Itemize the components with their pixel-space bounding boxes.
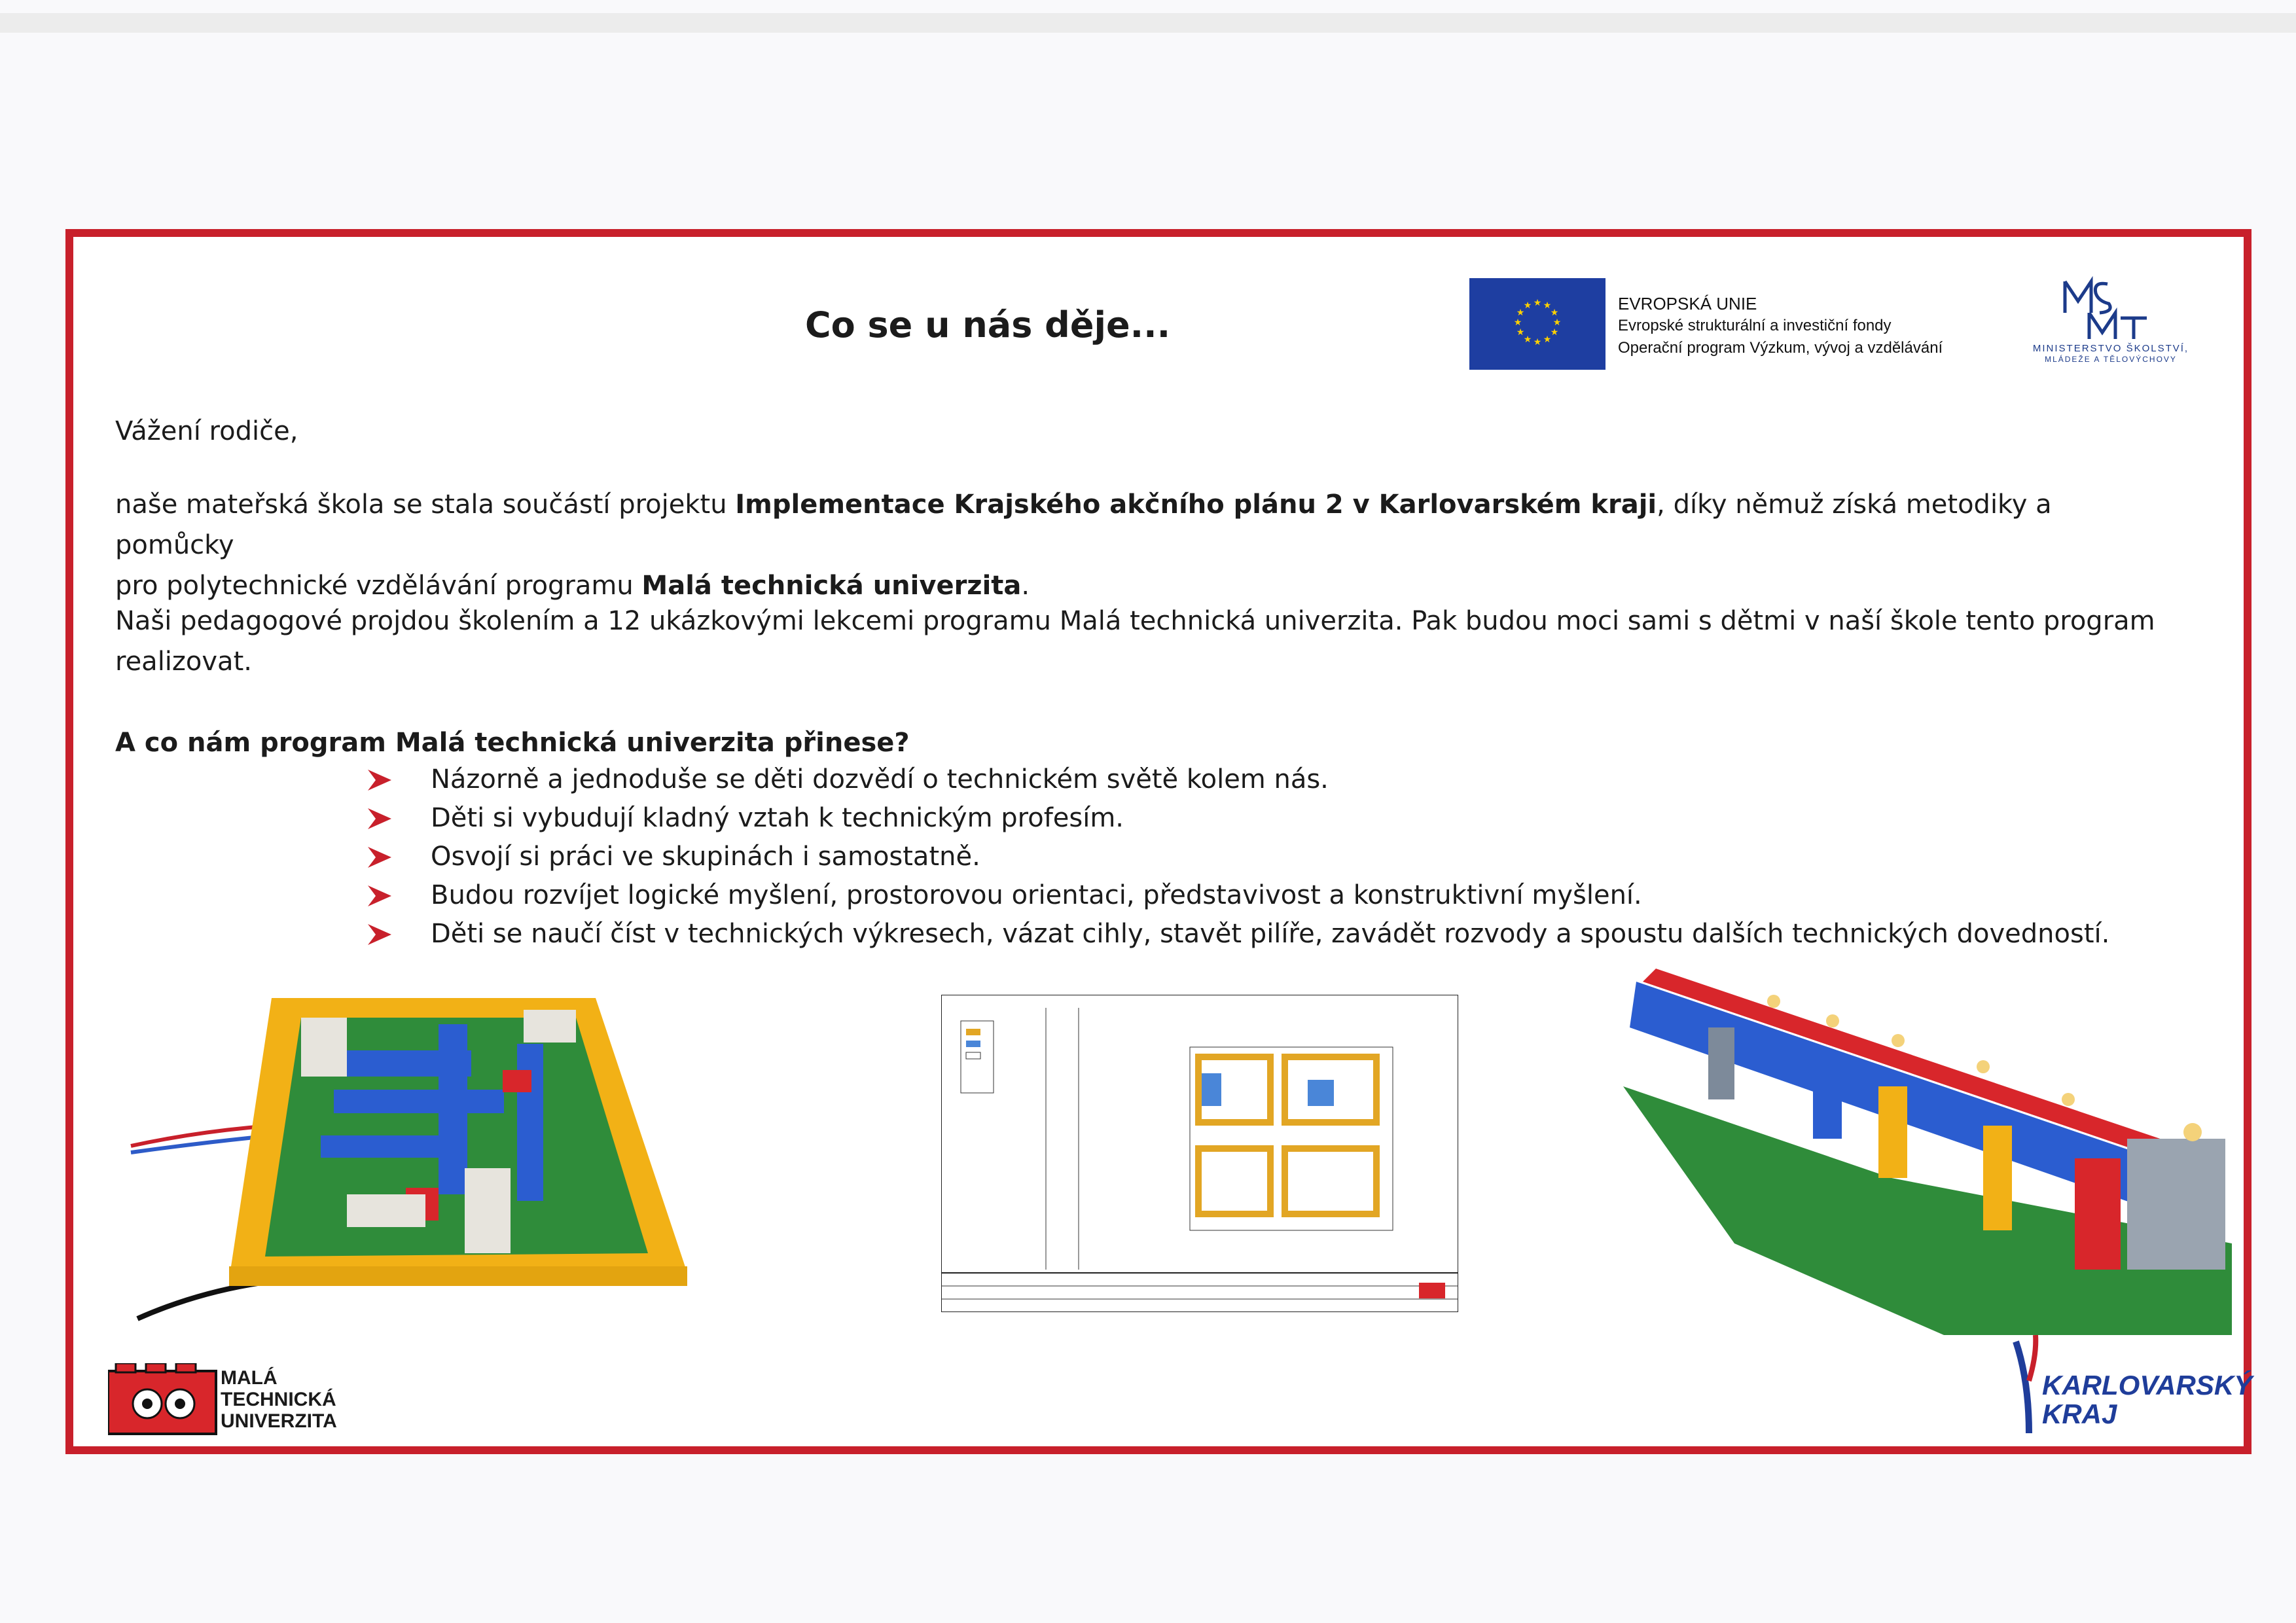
list-item (367, 876, 2109, 915)
p1-program-name: Malá technická univerzita (641, 571, 1022, 601)
mtu-logo-text (221, 1367, 337, 1432)
svg-text:★: ★ (1552, 317, 1562, 328)
svg-text:★: ★ (1543, 300, 1552, 311)
karlovarsky-kraj-text (2042, 1371, 2252, 1429)
kk-line2: KRAJ (2042, 1399, 2117, 1429)
p1-text-d: pro polytechnické vzdělávání programu (115, 571, 642, 601)
scan-edge (0, 13, 2296, 33)
paragraph-training: Naši pedagogové projdou školením a 12 ukázkovými lekcemi programu Malá technická univerzita. Pak budou moci sami s dětmi v naší škole tento program realizovat. (115, 606, 2155, 677)
svg-text:★: ★ (1516, 327, 1525, 338)
p1-text-c: , díky němuž získá metodiky a pomůcky (115, 490, 2052, 560)
svg-text:★: ★ (1523, 300, 1532, 311)
list-item-text: Osvojí si práci ve skupinách i samostatně. (431, 842, 980, 872)
arrow-bullet-icon (367, 767, 393, 793)
list-item-text: Děti si vybudují kladný vztah k technickým profesím. (431, 803, 1124, 833)
svg-text:★: ★ (1533, 298, 1542, 308)
greeting: Vážení rodiče, (115, 416, 298, 446)
eu-caption (1618, 293, 1943, 359)
page-title: Co se u nás děje... (805, 304, 1171, 346)
mtu-logo-line1: MALÁ (221, 1367, 278, 1389)
svg-text:★: ★ (1533, 337, 1542, 348)
list-item (367, 760, 2109, 799)
list-item (367, 915, 2109, 954)
svg-text:★: ★ (1550, 327, 1559, 338)
arrow-bullet-icon (367, 921, 393, 948)
svg-text:★: ★ (1513, 317, 1522, 328)
lego-model-photo (124, 991, 694, 1332)
arrow-bullet-icon (367, 806, 393, 832)
msmt-caption-line1: MINISTERSTVO ŠKOLSTVÍ, (2032, 343, 2189, 354)
p1-project-name: Implementace Krajského akčního plánu 2 v Karlovarském kraji (735, 490, 1657, 520)
eu-caption-line3: Operační program Výzkum, vývoj a vzdělávání (1618, 339, 1943, 357)
list-item-text: Děti se naučí číst v technických výkresech, vázat cihly, stavět pilíře, zavádět rozvody a spoustu dalších technických dovedností. (431, 919, 2110, 949)
list-item-text: Názorně a jednoduše se děti dozvědí o technickém světě kolem nás. (431, 764, 1329, 794)
svg-text:★: ★ (1516, 308, 1525, 318)
mtu-logo-line2: TECHNICKÁ (221, 1389, 336, 1410)
eu-caption-line2: Evropské strukturální a investiční fondy (1618, 317, 1892, 334)
kk-line1: KARLOVARSKÝ (2042, 1370, 2253, 1400)
msmt-caption (2019, 343, 2202, 365)
arrow-bullet-icon (367, 883, 393, 909)
arrow-bullet-icon (367, 844, 393, 870)
list-item (367, 799, 2109, 838)
eu-caption-line1: EVROPSKÁ UNIE (1618, 294, 1757, 313)
list-item-text: Budou rozvíjet logické myšlení, prostorovou orientaci, představivost a konstruktivní myšlení. (431, 880, 1642, 910)
mtu-logo-line3: UNIVERZITA (221, 1410, 337, 1432)
svg-text:★: ★ (1523, 334, 1532, 345)
svg-text:★: ★ (1550, 308, 1559, 318)
technical-drawing (941, 995, 1458, 1312)
list-item (367, 838, 2109, 876)
p1-text-a: naše mateřská škola se stala součástí projektu (115, 490, 736, 520)
paragraph-project (115, 484, 2177, 606)
p1-text-f: . (1021, 571, 1030, 601)
eu-flag-icon (1469, 278, 1605, 370)
section-question: A co nám program Malá technická univerzita přinese? (115, 728, 910, 758)
benefits-list (367, 760, 2109, 954)
lego-bridge-photo (1617, 969, 2232, 1335)
msmt-caption-line2: MLÁDEŽE A TĚLOVÝCHOVY (2045, 355, 2177, 364)
svg-text:★: ★ (1543, 334, 1552, 345)
